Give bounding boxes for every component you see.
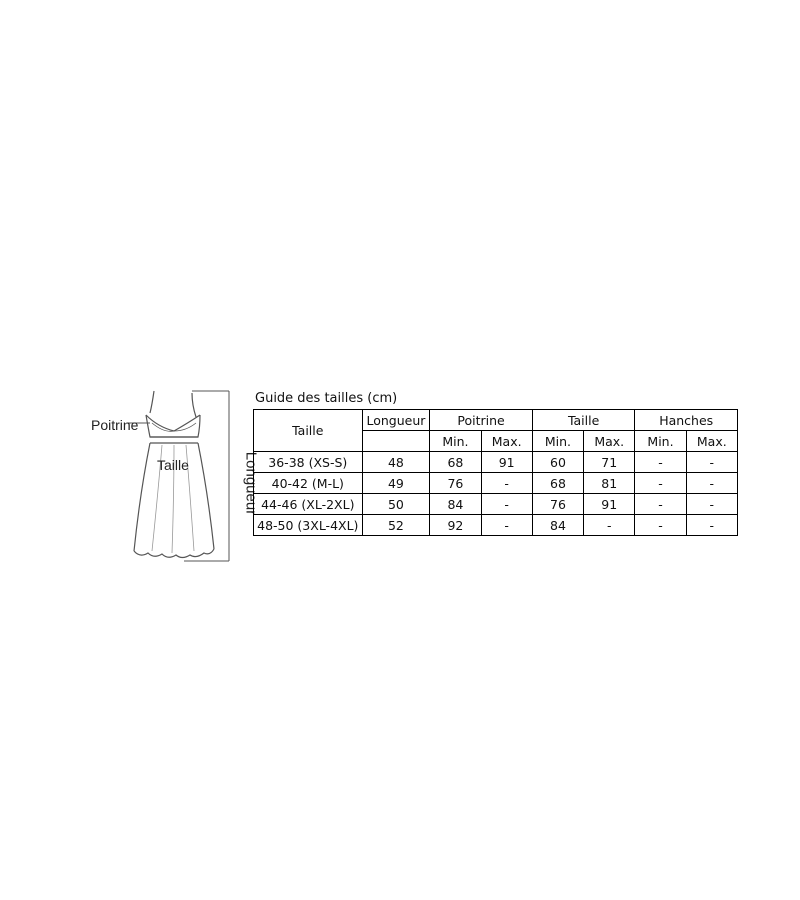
table-row (254, 494, 738, 515)
figure-label-taille: Taille (157, 457, 189, 473)
table-row (254, 473, 738, 494)
figure-label-longueur: Longueur (242, 451, 260, 516)
cell-poitrine-max: - (481, 473, 532, 494)
dress-illustration (88, 383, 240, 568)
cell-poitrine-min: 76 (430, 473, 481, 494)
cell-taille-min: 68 (532, 473, 583, 494)
table-row (254, 452, 738, 473)
subheader-longueur-empty (362, 431, 430, 452)
cell-hanches-min: - (635, 494, 686, 515)
cell-hanches-max: - (686, 452, 737, 473)
cell-hanches-min: - (635, 515, 686, 536)
cell-poitrine-min: 84 (430, 494, 481, 515)
table-header-row (254, 410, 738, 431)
subheader-poitrine-max: Max. (481, 431, 532, 452)
cell-taille-max: 81 (584, 473, 635, 494)
cell-taille-min: 84 (532, 515, 583, 536)
subheader-hanches-max: Max. (686, 431, 737, 452)
cell-poitrine-max: 91 (481, 452, 532, 473)
cell-taille-min: 76 (532, 494, 583, 515)
header-poitrine: Poitrine (430, 410, 533, 431)
cell-longueur: 50 (362, 494, 430, 515)
cell-hanches-max: - (686, 473, 737, 494)
subheader-hanches-min: Min. (635, 431, 686, 452)
cell-poitrine-max: - (481, 515, 532, 536)
subheader-taille-min: Min. (532, 431, 583, 452)
cell-longueur: 48 (362, 452, 430, 473)
cell-longueur: 49 (362, 473, 430, 494)
cell-poitrine-max: - (481, 494, 532, 515)
cell-poitrine-min: 92 (430, 515, 481, 536)
size-guide-table (253, 409, 738, 536)
cell-taille-max: 71 (584, 452, 635, 473)
header-hanches: Hanches (635, 410, 738, 431)
cell-poitrine-min: 68 (430, 452, 481, 473)
cell-size: 48-50 (3XL-4XL) (254, 515, 363, 536)
cell-taille-min: 60 (532, 452, 583, 473)
cell-hanches-min: - (635, 473, 686, 494)
header-longueur: Longueur (362, 410, 430, 431)
header-taille-group: Taille (532, 410, 635, 431)
subheader-taille-max: Max. (584, 431, 635, 452)
cell-taille-max: 91 (584, 494, 635, 515)
cell-taille-max: - (584, 515, 635, 536)
cell-hanches-min: - (635, 452, 686, 473)
size-guide-title: Guide des tailles (cm) (255, 391, 398, 406)
cell-size: 44-46 (XL-2XL) (254, 494, 363, 515)
cell-size: 36-38 (XS-S) (254, 452, 363, 473)
cell-size: 40-42 (M-L) (254, 473, 363, 494)
dress-measurement-figure (88, 383, 260, 568)
figure-label-poitrine: Poitrine (91, 417, 139, 433)
subheader-poitrine-min: Min. (430, 431, 481, 452)
cell-hanches-max: - (686, 494, 737, 515)
table-row (254, 515, 738, 536)
cell-hanches-max: - (686, 515, 737, 536)
cell-longueur: 52 (362, 515, 430, 536)
header-taille: Taille (254, 410, 363, 452)
